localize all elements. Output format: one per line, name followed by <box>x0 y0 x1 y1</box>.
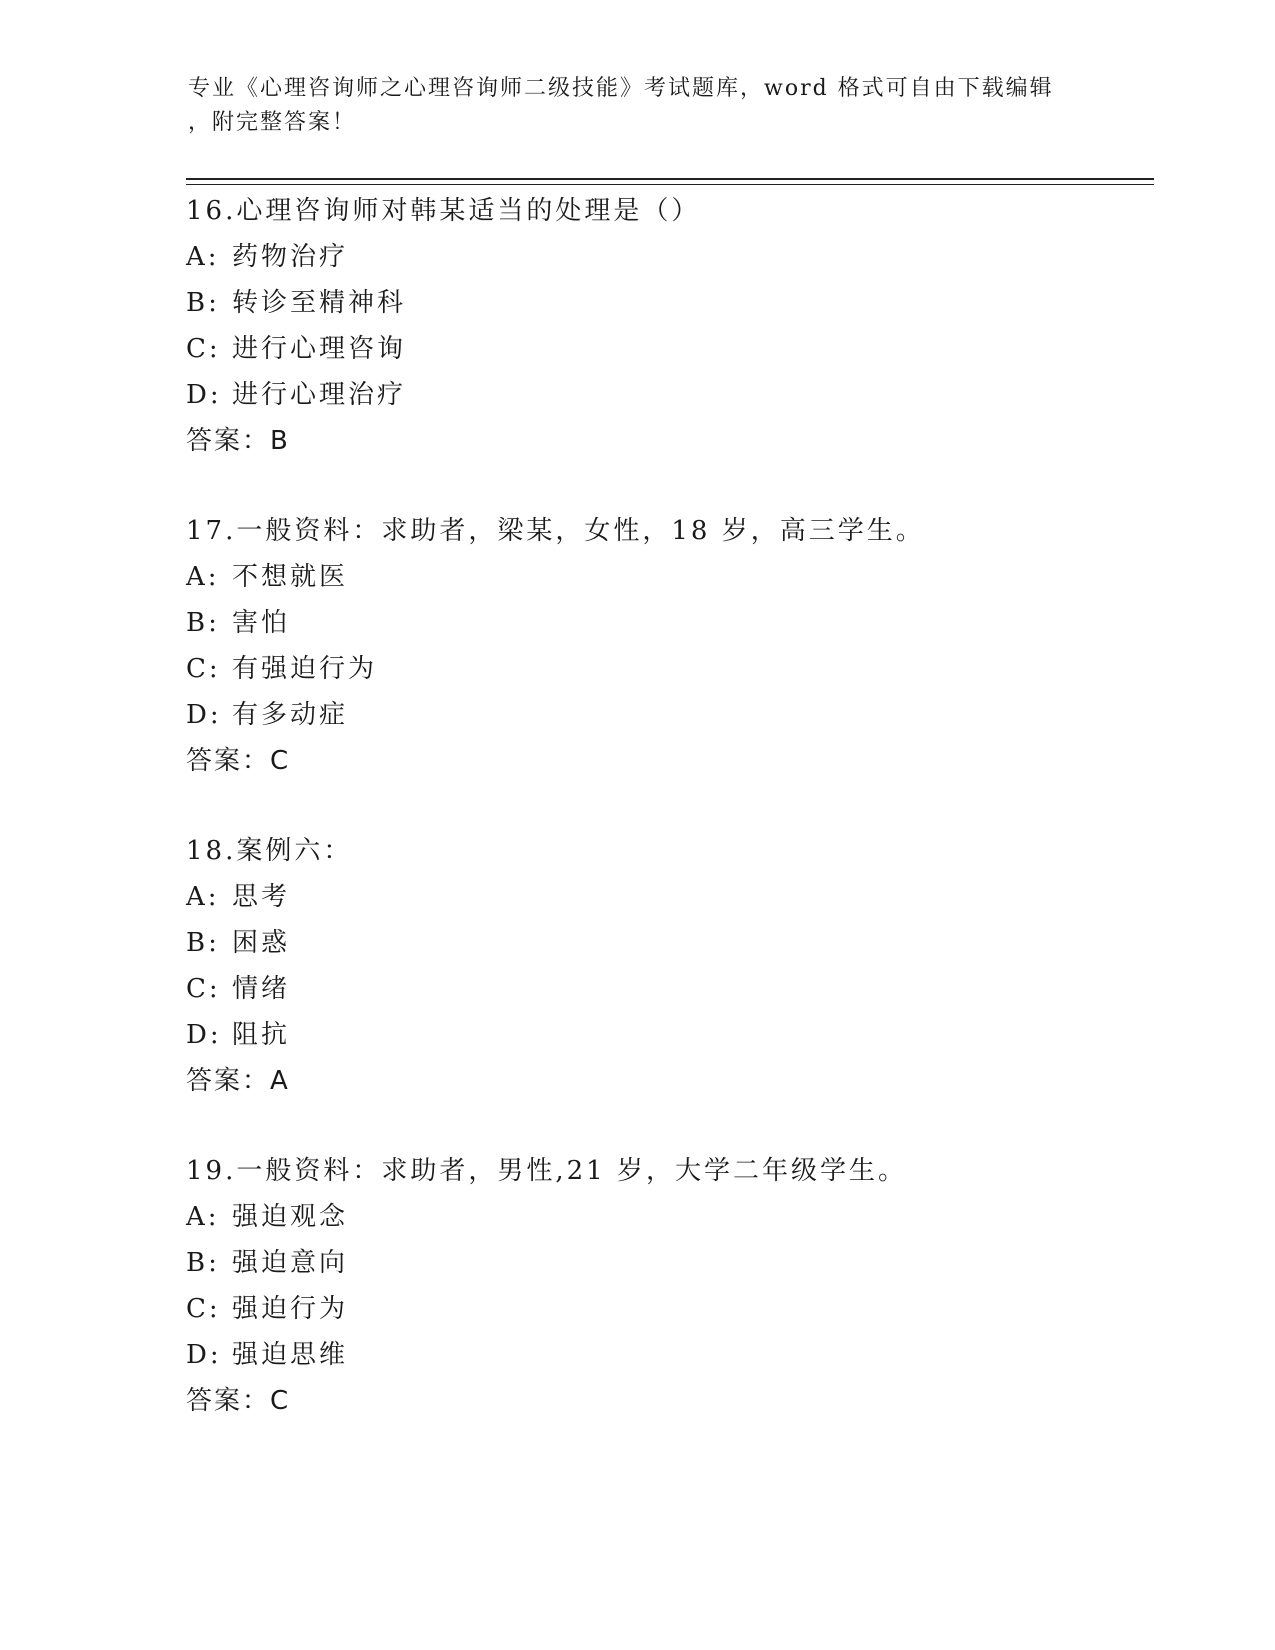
option-text: 药物治疗 <box>232 242 349 272</box>
option-a <box>186 874 1146 920</box>
option-d <box>186 692 1146 738</box>
answer-label: 答案： <box>186 426 271 456</box>
option-text: 强迫意向 <box>232 1248 349 1278</box>
option-text: 进行心理治疗 <box>232 380 407 410</box>
option-text: 有强迫行为 <box>232 654 378 684</box>
option-a <box>186 1194 1146 1240</box>
option-letter: C: <box>186 1294 221 1324</box>
option-c <box>186 966 1146 1012</box>
option-letter: B: <box>186 928 220 958</box>
question-16 <box>186 188 1146 464</box>
option-b <box>186 280 1146 326</box>
answer-line <box>186 1378 1146 1424</box>
question-17 <box>186 508 1146 784</box>
option-d <box>186 1012 1146 1058</box>
question-title: 17.一般资料：求助者，梁某，女性，18 岁，高三学生。 <box>186 516 925 546</box>
answer-value: C <box>270 1386 291 1416</box>
option-text: 有多动症 <box>232 700 349 730</box>
option-b <box>186 600 1146 646</box>
option-c <box>186 1286 1146 1332</box>
option-letter: B: <box>186 1248 220 1278</box>
option-text: 情绪 <box>232 974 291 1004</box>
option-letter: D: <box>186 700 222 730</box>
option-letter: A: <box>186 1202 220 1232</box>
document-header-line-1: 专业《心理咨询师之心理咨询师二级技能》考试题库，word 格式可自由下载编辑 <box>188 76 1054 101</box>
answer-label: 答案： <box>186 1386 271 1416</box>
answer-label: 答案： <box>186 1066 271 1096</box>
option-text: 害怕 <box>232 608 291 638</box>
option-a <box>186 554 1146 600</box>
option-d <box>186 372 1146 418</box>
answer-value: B <box>270 426 290 456</box>
option-letter: D: <box>186 380 222 410</box>
answer-line <box>186 418 1146 464</box>
option-c <box>186 646 1146 692</box>
option-text: 转诊至精神科 <box>232 288 407 318</box>
question-18 <box>186 828 1146 1104</box>
option-letter: A: <box>186 242 220 272</box>
question-title: 16.心理咨询师对韩某适当的处理是（） <box>186 196 701 226</box>
option-text: 强迫思维 <box>232 1340 349 1370</box>
option-letter: A: <box>186 882 220 912</box>
header-divider-thick <box>186 178 1154 180</box>
option-text: 不想就医 <box>232 562 349 592</box>
question-title: 19.一般资料：求助者，男性,21 岁，大学二年级学生。 <box>186 1156 907 1186</box>
option-letter: B: <box>186 288 220 318</box>
option-letter: D: <box>186 1340 222 1370</box>
answer-line <box>186 738 1146 784</box>
option-d <box>186 1332 1146 1378</box>
option-a <box>186 234 1146 280</box>
header-divider-thin <box>186 184 1154 185</box>
option-text: 强迫观念 <box>232 1202 349 1232</box>
option-letter: C: <box>186 654 221 684</box>
option-text: 进行心理咨询 <box>232 334 407 364</box>
question-19 <box>186 1148 1146 1424</box>
question-title: 18.案例六： <box>186 836 353 866</box>
option-letter: C: <box>186 334 221 364</box>
option-letter: D: <box>186 1020 222 1050</box>
option-letter: A: <box>186 562 220 592</box>
answer-line <box>186 1058 1146 1104</box>
option-text: 思考 <box>232 882 291 912</box>
answer-value: C <box>270 746 291 776</box>
document-header-line-2: ，附完整答案！ <box>188 110 357 135</box>
option-letter: C: <box>186 974 221 1004</box>
option-b <box>186 1240 1146 1286</box>
option-b <box>186 920 1146 966</box>
option-text: 强迫行为 <box>232 1294 349 1324</box>
option-c <box>186 326 1146 372</box>
option-letter: B: <box>186 608 220 638</box>
option-text: 阻抗 <box>232 1020 291 1050</box>
option-text: 困惑 <box>232 928 291 958</box>
answer-label: 答案： <box>186 746 271 776</box>
answer-value: A <box>270 1066 290 1096</box>
